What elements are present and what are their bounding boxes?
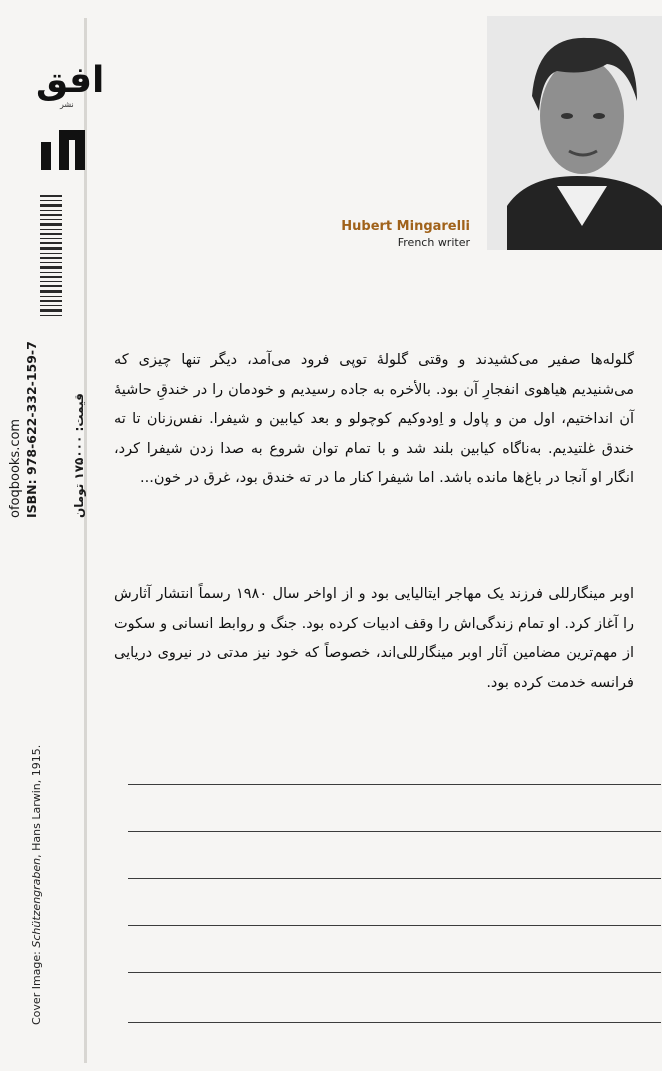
excerpt-text: گلوله‌ها صفیر می‌کشیدند و وقتی گلولهٔ توپی فرود می‌آمد، دیگر تنها چیزی که می‌شنیدیم هیاهوی انفجارِ آن بود. بالأخره به جاده رسیدیم و خودمان را در خندقِ حاشیهٔ آن انداختیم، اول من و پاول و اِودوکیم کوچولو و بعد کیابین و شیفرا. نفس‌زنان تا ته خندق غلتیدیم. به‌ناگاه کیابین بلند شد و با تمام توان شروع به صدا زدن شیفرا کرد، انگار او آنجا در باغ‌ها مانده باشد. اما شیفرا کنار ما در ته خندق بود، غرق در خون...	[114, 352, 634, 486]
publisher-logo: افق	[36, 60, 105, 101]
cover-credit-suffix: , Hans Larwin, 1915.	[30, 744, 43, 858]
author-role: French writer	[397, 236, 470, 249]
spine	[0, 0, 105, 1071]
ruled-line	[128, 1022, 661, 1023]
ruled-line	[128, 784, 661, 785]
author-bio	[114, 580, 634, 698]
cover-credit-title: Schützengraben	[30, 857, 43, 948]
price: قیمت: ۱۷۵۰۰۰ تومان	[72, 393, 86, 518]
ruled-line	[128, 925, 661, 926]
cover-credit	[30, 745, 43, 1025]
website-link: ofoqbooks.com	[8, 418, 23, 518]
spine-divider	[84, 18, 87, 1063]
cover-credit-prefix: Cover Image:	[30, 947, 43, 1025]
publisher-mark-icon	[39, 128, 87, 172]
bio-text: اوبر مینگارللی فرزند یک مهاجر ایتالیایی بود و از اواخر سال ۱۹۸۰ رسماً انتشار آثارش را آغاز کرد. او تمام زندگی‌اش را وقف ادبیات کرده بود. جنگ و روابط انسانی و سکوت از مهم‌ترین مضامین آثار اوبر مینگارللی‌اند، خصوصاً که خود نیز مدتی در نیروی دریایی فرانسه خدمت کرده بود.	[114, 586, 634, 691]
publisher-logo-subtext: نشر	[60, 100, 74, 109]
book-excerpt	[114, 346, 634, 494]
isbn: ISBN: 978-622-332-159-7	[24, 341, 39, 518]
ruled-line	[128, 972, 661, 973]
ruled-line	[128, 831, 661, 832]
author-name: Hubert Mingarelli	[341, 219, 470, 234]
barcode	[40, 195, 62, 515]
author-photo	[487, 16, 662, 250]
ruled-line	[128, 878, 661, 879]
